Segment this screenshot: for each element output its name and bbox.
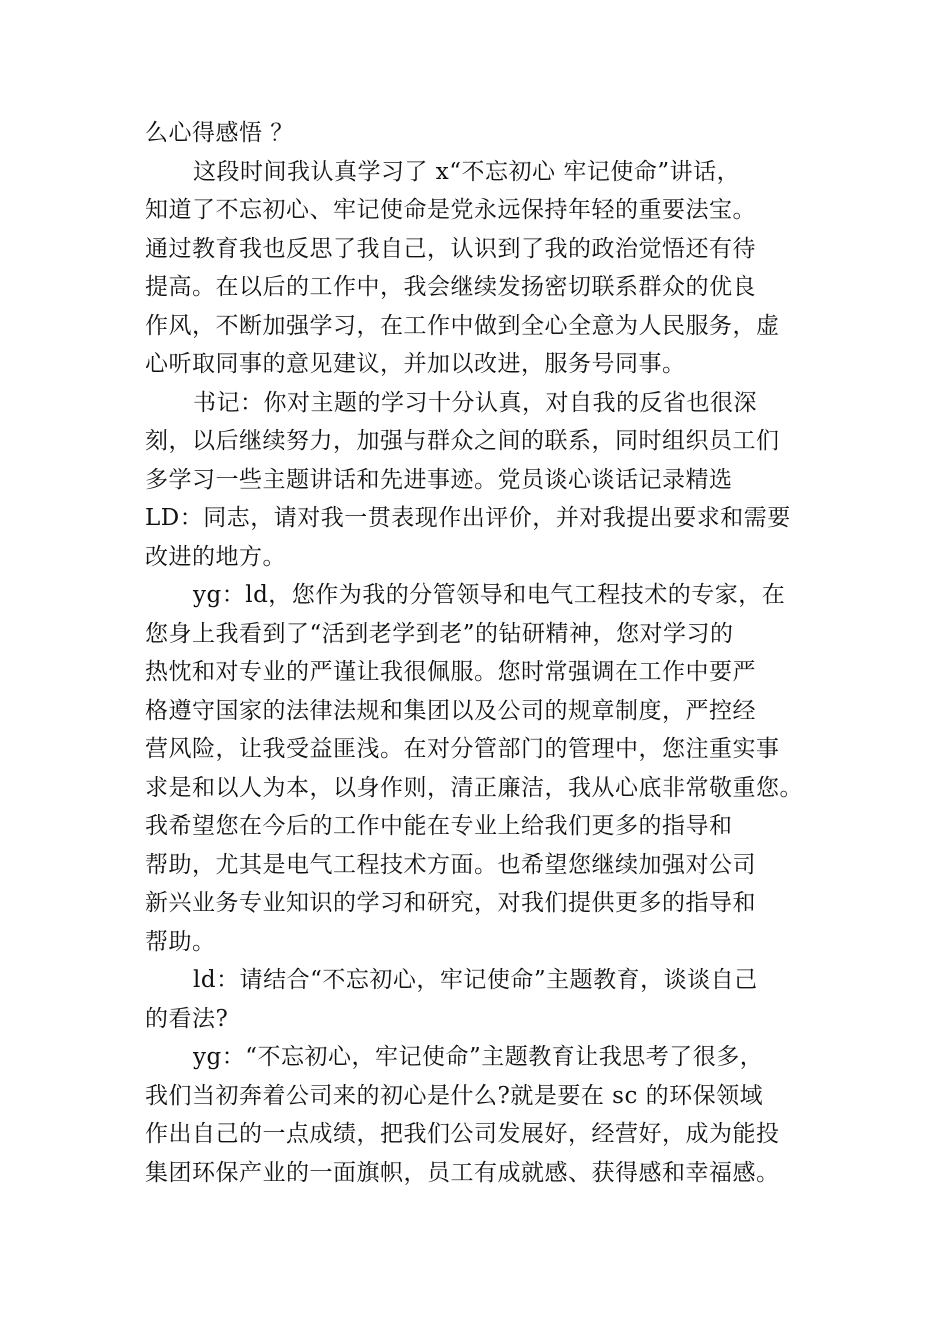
text-line: 营风险，让我受益匪浅。在对分管部门的管理中，您注重实事 xyxy=(145,736,780,762)
text-line: 我希望您在今后的工作中能在专业上给我们更多的指导和 xyxy=(145,813,733,839)
text-line: ld：请结合“不忘初心，牢记使命”主题教育，谈谈自己 xyxy=(193,967,758,993)
text-line: 格遵守国家的法律法规和集团以及公司的规章制度，严控经 xyxy=(145,697,756,724)
text-line: 我们当初奔着公司来的初心是什么?就是要在 sc 的环保领域 xyxy=(145,1082,764,1109)
text-line: 么心得感悟 ？ xyxy=(145,120,294,146)
text-line: 求是和以人为本，以身作则，清正廉洁，我从心底非常敬重您。 xyxy=(145,774,803,801)
text-line: 通过教育我也反思了我自己，认识到了我的政治觉悟还有待 xyxy=(145,235,756,262)
document-body xyxy=(145,114,820,1192)
text-line: 热忱和对专业的严谨让我很佩服。您时常强调在工作中要严 xyxy=(145,659,756,685)
text-line: LD：同志，请对我一贯表现作出评价，并对我提出要求和需要 xyxy=(145,505,791,531)
text-line: 知道了不忘初心、牢记使命是党永远保持年轻的重要法宝。 xyxy=(145,197,756,223)
text-line: 的看法? xyxy=(145,1005,229,1032)
text-line: 书记：你对主题的学习十分认真，对自我的反省也很深 xyxy=(193,389,757,416)
text-line: yg：“不忘初心，牢记使命”主题教育让我思考了很多， xyxy=(193,1044,764,1070)
text-line: 您身上我看到了“活到老学到老”的钻研精神，您对学习的 xyxy=(145,620,734,647)
text-line: 心听取同事的意见建议，并加以改进，服务号同事。 xyxy=(145,351,686,377)
text-line: 帮助。 xyxy=(145,928,216,955)
text-line: 帮助，尤其是电气工程技术方面。也希望您继续加强对公司 xyxy=(145,851,756,878)
text-line: yg：ld，您作为我的分管领导和电气工程技术的专家，在 xyxy=(193,582,786,608)
text-line: 作风，不断加强学习，在工作中做到全心全意为人民服务，虚 xyxy=(145,312,780,339)
text-line: 提高。在以后的工作中，我会继续发扬密切联系群众的优良 xyxy=(145,274,756,300)
text-line: 多学习一些主题讲话和先进事迹。党员谈心谈话记录精选 xyxy=(145,466,733,493)
text-line: 作出自己的一点成绩，把我们公司发展好，经营好，成为能投 xyxy=(145,1121,780,1147)
text-line: 改进的地方。 xyxy=(145,543,286,570)
text-line: 新兴业务专业知识的学习和研究，对我们提供更多的指导和 xyxy=(145,890,756,916)
text-line: 刻，以后继续努力，加强与群众之间的联系，同时组织员工们 xyxy=(145,428,780,454)
text-line: 集团环保产业的一面旗帜，员工有成就感、获得感和幸福感。 xyxy=(145,1159,780,1186)
text-line: 这段时间我认真学习了 x“不忘初心 牢记使命”讲话， xyxy=(193,158,741,185)
